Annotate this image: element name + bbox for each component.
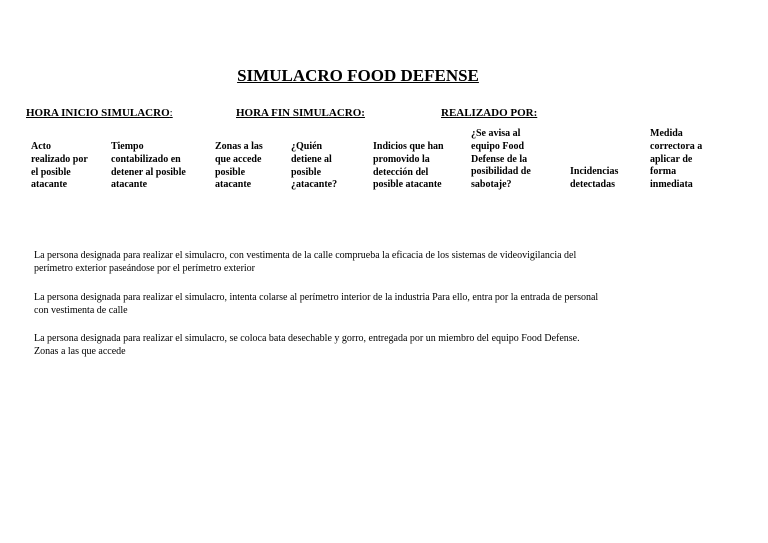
column-header-act: Acto realizado por el posible atacante	[31, 141, 88, 191]
document-title: SIMULACRO FOOD DEFENSE	[237, 66, 479, 85]
column-header-indications: Indicios que han promovido la detección del posible atacante	[373, 141, 444, 191]
column-header-notify-team: ¿Se avisa al equipo Food Defense de la posibilidad de sabotaje?	[471, 128, 531, 191]
paragraph-disguise: La persona designada para realizar el simulacro, se coloca bata desechable y gorro, entregada por un miembro del equipo Food Defense. Zonas a las que accede	[34, 333, 580, 357]
column-header-incidents: Incidencias detectadas	[570, 166, 619, 190]
column-header-time: Tiempo contabilizado en detener al posible atacante	[111, 141, 186, 191]
start-time-field	[26, 107, 173, 119]
start-time-label: HORA INICIO SIMULACRO	[26, 107, 170, 119]
paragraph-interior-access: La persona designada para realizar el simulacro, intenta colarse al perímetro interior de la industria Para ello, entra por la entrada de personal con vestimenta de calle	[34, 292, 599, 316]
start-time-colon: :	[169, 107, 173, 119]
column-header-who-stops: ¿Quién detiene al posible ¿atacante?	[291, 141, 338, 191]
end-time-label: HORA FIN SIMULACRO:	[236, 107, 365, 119]
paragraph-exterior-check: La persona designada para realizar el simulacro, con vestimenta de la calle comprueba la eficacia de los sistemas de videovigilancia del perímetro exterior paseándose por el perímetro exterior	[34, 250, 577, 274]
column-header-zones: Zonas a las que accede posible atacante	[215, 141, 263, 191]
performed-by-label: REALIZADO POR:	[441, 107, 538, 119]
column-header-corrective-measure: Medida correctora a aplicar de forma inmediata	[650, 128, 703, 191]
